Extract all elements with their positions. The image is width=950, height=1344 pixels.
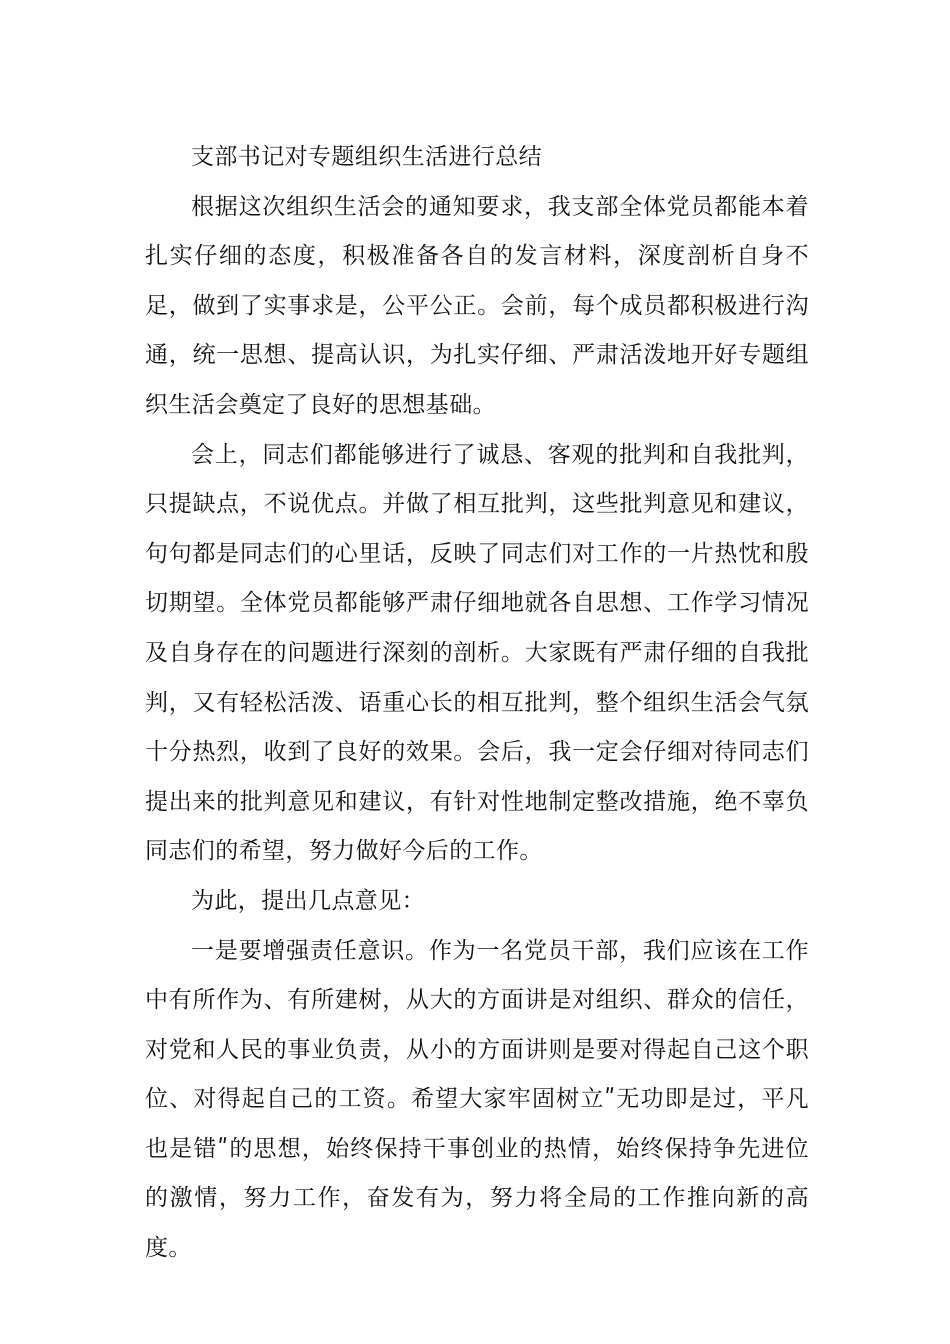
paragraph-preparation: 根据这次组织生活会的通知要求，我支部全体党员都能本着扎实仔细的态度，积极准备各自的发言材料，深度剖析自身不足，做到了实事求是，公平公正。会前，每个成员都积极进行沟通，统一思想、提高认识，为扎实仔细、严肃活泼地开好专题组织生活会奠定了良好的思想基础。 <box>145 193 809 418</box>
paragraph-opinions-intro: 为此，提出几点意见： <box>191 887 425 914</box>
document-body <box>145 133 809 1274</box>
paragraph-responsibility: 一是要增强责任意识。作为一名党员干部，我们应该在工作中有所作为、有所建树，从大的方面讲是对组织、群众的信任，对党和人民的事业负责，从小的方面讲则是要对得起自己这个职位、对得起自己的工资。希望大家牢固树立ʺ无功即是过，平凡也是错ʺ的思想，始终保持干事创业的热情，始终保持争先进位的激情，努力工作，奋发有为，努力将全局的工作推向新的高度。 <box>145 937 809 1262</box>
paragraph-meeting: 会上，同志们都能够进行了诚恳、客观的批判和自我批判，只提缺点，不说优点。并做了相互批判，这些批判意见和建议，句句都是同志们的心里话，反映了同志们对工作的一片热忱和殷切期望。全体党员都能够严肃仔细地就各自思想、工作学习情况及自身存在的问题进行深刻的剖析。大家既有严肃仔细的自我批判，又有轻松活泼、语重心长的相互批判，整个组织生活会气氛十分热烈，收到了良好的效果。会后，我一定会仔细对待同志们提出来的批判意见和建议，有针对性地制定整改措施，绝不辜负同志们的希望，努力做好今后的工作。 <box>145 441 809 865</box>
document-title: 支部书记对专题组织生活进行总结 <box>191 144 542 170</box>
